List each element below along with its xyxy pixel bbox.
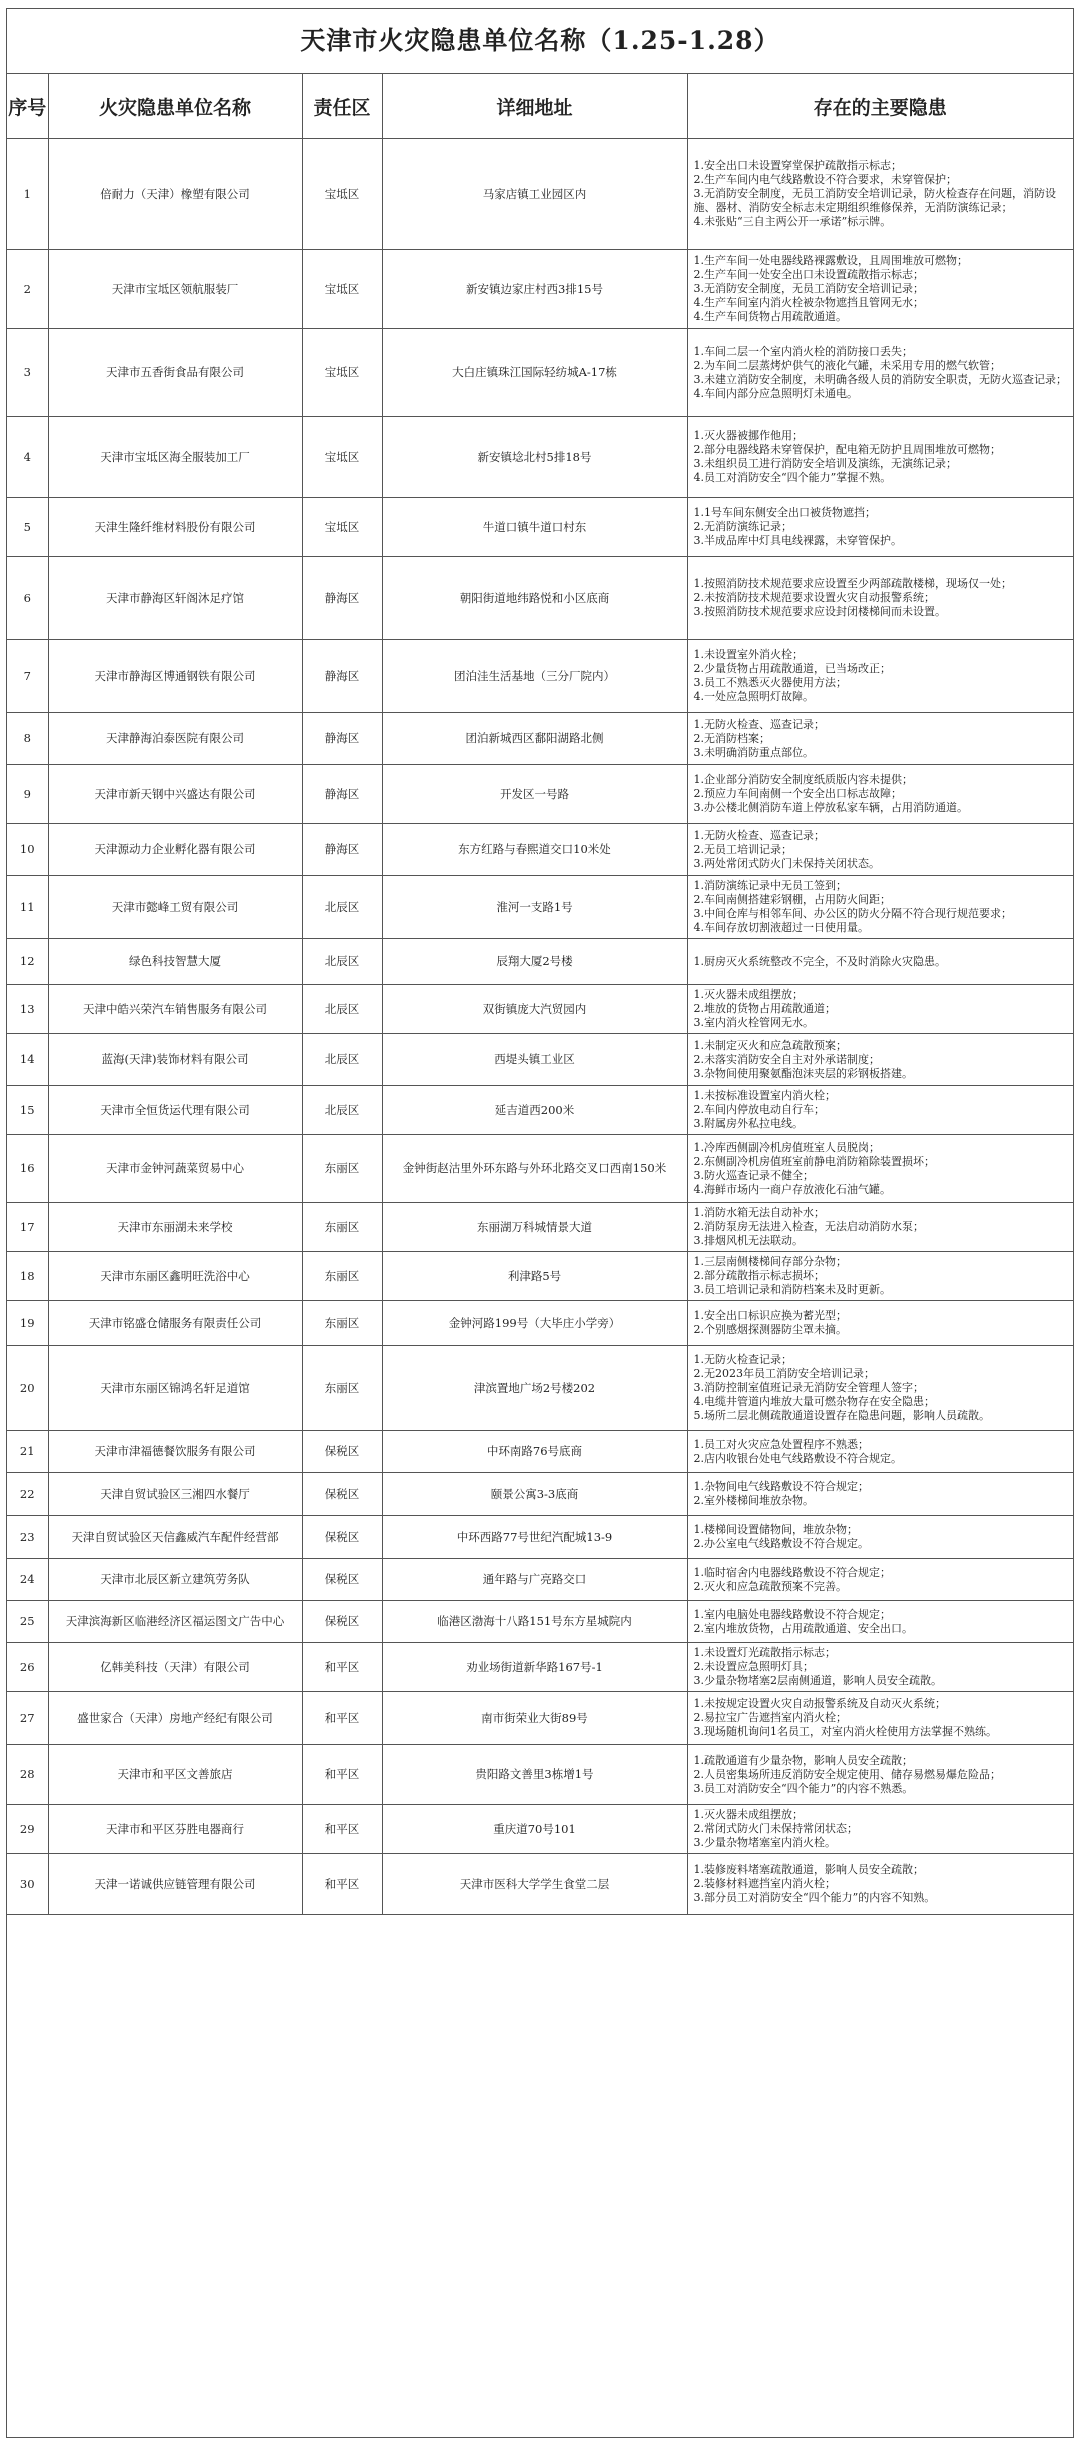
issues-cell [687, 1301, 1073, 1346]
district: 保税区 [302, 1431, 382, 1473]
address: 重庆道70号101 [382, 1805, 687, 1854]
unit-name: 天津市东丽区锦鸿名轩足道馆 [48, 1346, 302, 1431]
address: 中环南路76号底商 [382, 1431, 687, 1473]
table-row [7, 1516, 1073, 1559]
unit-name: 天津市和平区文善旅店 [48, 1745, 302, 1805]
row-number: 5 [7, 498, 48, 557]
district: 北辰区 [302, 985, 382, 1034]
row-number: 16 [7, 1135, 48, 1203]
header-district: 责任区 [302, 74, 382, 139]
header-issues: 存在的主要隐患 [687, 74, 1073, 139]
header-no: 序号 [7, 74, 48, 139]
district: 宝坻区 [302, 250, 382, 329]
address: 颐景公寓3-3底商 [382, 1473, 687, 1516]
issue-item: 3.未明确消防重点部位。 [693, 745, 814, 759]
row-number: 21 [7, 1431, 48, 1473]
issue-item: 3.员工培训记录和消防档案未及时更新。 [693, 1283, 891, 1296]
table-row [7, 1203, 1073, 1252]
issue-item: 1.装修废料堵塞疏散通道，影响人员安全疏散； [693, 1863, 924, 1876]
district: 宝坻区 [302, 498, 382, 557]
issues-cell [687, 1692, 1073, 1745]
page-title: 天津市火灾隐患单位名称（1.25-1.28） [7, 9, 1073, 74]
issue-item: 3.杂物间使用聚氨酯泡沫夹层的彩钢板搭建。 [693, 1066, 913, 1080]
unit-name: 盛世家合（天津）房地产经纪有限公司 [48, 1692, 302, 1745]
district: 东丽区 [302, 1301, 382, 1346]
issues-cell [687, 1431, 1073, 1473]
issues-cell [687, 939, 1073, 985]
row-number: 14 [7, 1034, 48, 1086]
issue-item: 1.无防火检查、巡查记录； [693, 717, 825, 731]
district: 和平区 [302, 1745, 382, 1805]
table-row [7, 1301, 1073, 1346]
issues-cell [687, 557, 1073, 640]
issue-item: 2.为车间二层蒸烤炉供气的液化气罐，未采用专用的燃气软管； [693, 358, 1001, 372]
district: 保税区 [302, 1601, 382, 1643]
district: 北辰区 [302, 876, 382, 939]
issue-item: 1.厨房灭火系统整改不完全，不及时消除火灾隐患。 [693, 954, 946, 968]
address: 马家店镇工业园区内 [382, 139, 687, 250]
unit-name: 绿色科技智慧大厦 [48, 939, 302, 985]
district: 东丽区 [302, 1346, 382, 1431]
district: 静海区 [302, 824, 382, 876]
district: 宝坻区 [302, 417, 382, 498]
address: 团泊新城西区鄱阳湖路北侧 [382, 713, 687, 765]
address: 大白庄镇珠江国际轻纺城A-17栋 [382, 329, 687, 417]
table-row [7, 1473, 1073, 1516]
issues-cell [687, 765, 1073, 824]
address: 贵阳路文善里3栋增1号 [382, 1745, 687, 1805]
issues-cell [687, 250, 1073, 329]
row-number: 27 [7, 1692, 48, 1745]
issue-item: 1.员工对火灾应急处置程序不熟悉； [693, 1437, 869, 1451]
unit-name: 天津市懿峰工贸有限公司 [48, 876, 302, 939]
table-row [7, 1086, 1073, 1135]
table-row [7, 329, 1073, 417]
address: 团泊洼生活基地（三分厂院内） [382, 640, 687, 713]
issue-item: 3.未组织员工进行消防安全培训及演练，无演练记录； [693, 457, 957, 470]
issue-item: 3.中间仓库与相邻车间、办公区的防火分隔不符合现行规范要求； [693, 907, 1012, 920]
issue-item: 3.两处常闭式防火门未保持关闭状态。 [693, 856, 880, 870]
issue-item: 3.部分员工对消防安全“四个能力”的内容不知熟。 [693, 1891, 936, 1904]
issues-cell [687, 1086, 1073, 1135]
row-number: 11 [7, 876, 48, 939]
district: 东丽区 [302, 1203, 382, 1252]
issue-item: 1.未设置室外消火栓； [693, 648, 803, 661]
issue-item: 2.室内堆放货物，占用疏散通道、安全出口。 [693, 1621, 913, 1635]
unit-name: 天津市宝坻区领航服装厂 [48, 250, 302, 329]
issue-item: 1.1号车间东侧安全出口被货物遮挡； [693, 506, 876, 519]
unit-name: 天津源动力企业孵化器有限公司 [48, 824, 302, 876]
table-row [7, 824, 1073, 876]
issue-item: 1.楼梯间设置储物间，堆放杂物； [693, 1523, 858, 1536]
unit-name: 天津市铭盛仓储服务有限责任公司 [48, 1301, 302, 1346]
unit-name: 天津市静海区博通钢铁有限公司 [48, 640, 302, 713]
issue-item: 3.无消防安全制度，无员工消防安全培训记录，防火检查存在问题，消防设施、器材、消防安全标志未定期组织维修保养，无消防演练记录； [693, 187, 1056, 214]
issue-item: 3.少量杂物堵塞室内消火栓。 [693, 1836, 836, 1849]
address: 新安镇边家庄村西3排15号 [382, 250, 687, 329]
issue-item: 4.车间存放切割液超过一日使用量。 [693, 921, 869, 934]
issue-item: 2.生产车间一处安全出口未设置疏散指示标志； [693, 268, 924, 281]
table-row [7, 985, 1073, 1034]
table-row [7, 1692, 1073, 1745]
table-row [7, 1431, 1073, 1473]
table-row [7, 1601, 1073, 1643]
row-number: 8 [7, 713, 48, 765]
table-row [7, 1745, 1073, 1805]
address: 双街镇庞大汽贸园内 [382, 985, 687, 1034]
issues-cell [687, 1034, 1073, 1086]
issue-item: 1.生产车间一处电器线路裸露敷设，且周围堆放可燃物； [693, 254, 968, 267]
issue-item: 1.室内电脑处电器线路敷设不符合规定； [693, 1607, 891, 1621]
issue-item: 3.消防控制室值班记录无消防安全管理人签字； [693, 1381, 924, 1394]
issue-item: 1.灭火器未成组摆放； [693, 1808, 803, 1821]
row-number: 1 [7, 139, 48, 250]
row-number: 26 [7, 1643, 48, 1692]
issue-item: 2.车间南侧搭建彩钢棚，占用防火间距； [693, 893, 891, 906]
address: 新安镇埝北村5排18号 [382, 417, 687, 498]
address: 延吉道西200米 [382, 1086, 687, 1135]
issue-item: 2.未落实消防安全自主对外承诺制度； [693, 1052, 880, 1066]
issue-item: 2.灭火和应急疏散预案不完善。 [693, 1579, 847, 1593]
unit-name: 天津一诺诚供应链管理有限公司 [48, 1854, 302, 1915]
issues-cell [687, 1805, 1073, 1854]
row-number: 7 [7, 640, 48, 713]
district: 东丽区 [302, 1135, 382, 1203]
issue-item: 1.疏散通道有少量杂物，影响人员安全疏散； [693, 1753, 913, 1767]
row-number: 12 [7, 939, 48, 985]
issues-cell [687, 713, 1073, 765]
row-number: 19 [7, 1301, 48, 1346]
table-row [7, 939, 1073, 985]
header-address: 详细地址 [382, 74, 687, 139]
issue-item: 3.附属房外私拉电线。 [693, 1117, 803, 1130]
district: 静海区 [302, 640, 382, 713]
row-number: 4 [7, 417, 48, 498]
issue-item: 2.部分电器线路未穿管保护，配电箱无防护且周围堆放可燃物； [693, 443, 1001, 456]
row-number: 6 [7, 557, 48, 640]
row-number: 25 [7, 1601, 48, 1643]
issue-item: 3.按照消防技术规范要求应设封闭楼梯间而未设置。 [693, 605, 946, 618]
issues-cell [687, 417, 1073, 498]
address: 东丽湖万科城情景大道 [382, 1203, 687, 1252]
row-number: 9 [7, 765, 48, 824]
district: 保税区 [302, 1473, 382, 1516]
unit-name: 蓝海(天津)装饰材料有限公司 [48, 1034, 302, 1086]
table-row [7, 1034, 1073, 1086]
row-number: 28 [7, 1745, 48, 1805]
issue-item: 4.电缆井管道内堆放大量可燃杂物存在安全隐患； [693, 1395, 935, 1408]
table-row [7, 1559, 1073, 1601]
issue-item: 1.车间二层一个室内消火栓的消防接口丢失； [693, 344, 913, 358]
issue-item: 1.灭火器被挪作他用； [693, 429, 803, 442]
issue-item: 3.员工不熟悉灭火器使用方法； [693, 676, 847, 689]
issue-item: 2.部分疏散指示标志损坏； [693, 1269, 825, 1282]
row-number: 22 [7, 1473, 48, 1516]
address: 津滨置地广场2号楼202 [382, 1346, 687, 1431]
issue-item: 1.杂物间电气线路敷设不符合规定； [693, 1480, 869, 1493]
issues-cell [687, 1516, 1073, 1559]
issue-item: 3.未建立消防安全制度，未明确各级人员的消防安全职责，无防火巡查记录； [693, 372, 1067, 386]
row-number: 30 [7, 1854, 48, 1915]
issue-item: 3.防火巡查记录不健全； [693, 1168, 814, 1182]
unit-name: 天津市新天钢中兴盛达有限公司 [48, 765, 302, 824]
issues-cell [687, 824, 1073, 876]
issue-item: 2.店内收银台处电气线路敷设不符合规定。 [693, 1451, 902, 1465]
issue-item: 1.冷库西侧副冷机房值班室人员脱岗； [693, 1140, 880, 1154]
table-row [7, 1854, 1073, 1915]
issue-item: 4.车间内部分应急照明灯未通电。 [693, 386, 858, 400]
address: 牛道口镇牛道口村东 [382, 498, 687, 557]
table-row [7, 417, 1073, 498]
district: 宝坻区 [302, 329, 382, 417]
unit-name: 天津市津福德餐饮服务有限公司 [48, 1431, 302, 1473]
issue-item: 2.无消防档案； [693, 731, 770, 745]
issue-item: 2.无员工培训记录； [693, 842, 792, 856]
table-row [7, 640, 1073, 713]
table-row [7, 1643, 1073, 1692]
issue-item: 2.东侧副冷机房值班室前静电消防箱除装置损坏； [693, 1154, 935, 1168]
table-row [7, 250, 1073, 329]
unit-name: 天津自贸试验区天信鑫威汽车配件经营部 [48, 1516, 302, 1559]
district: 北辰区 [302, 939, 382, 985]
district: 保税区 [302, 1516, 382, 1559]
issue-item: 3.办公楼北侧消防车道上停放私家车辆，占用消防通道。 [693, 801, 968, 814]
issues-cell [687, 985, 1073, 1034]
issue-item: 2.未设置应急照明灯具； [693, 1660, 814, 1673]
row-number: 18 [7, 1252, 48, 1301]
issue-item: 3.现场随机询问1名员工，对室内消火栓使用方法掌握不熟练。 [693, 1725, 997, 1738]
issue-item: 1.消防水箱无法自动补水； [693, 1206, 825, 1219]
issues-cell [687, 876, 1073, 939]
issues-cell [687, 1252, 1073, 1301]
issue-item: 1.安全出口标识应换为蓄光型； [693, 1309, 847, 1322]
issue-item: 3.员工对消防安全“四个能力”的内容不熟悉。 [693, 1781, 914, 1795]
issue-item: 5.场所二层北侧疏散通道设置存在隐患问题，影响人员疏散。 [693, 1409, 990, 1422]
district: 和平区 [302, 1692, 382, 1745]
table-row [7, 1805, 1073, 1854]
unit-name: 倍耐力（天津）橡塑有限公司 [48, 139, 302, 250]
issue-item: 2.无消防演练记录； [693, 520, 792, 533]
issues-cell [687, 1203, 1073, 1252]
district: 宝坻区 [302, 139, 382, 250]
issue-item: 3.排烟风机无法联动。 [693, 1234, 803, 1247]
unit-name: 天津静海泊泰医院有限公司 [48, 713, 302, 765]
header-row [7, 74, 1073, 139]
unit-name: 天津市五香街食品有限公司 [48, 329, 302, 417]
issues-cell [687, 1745, 1073, 1805]
unit-name: 天津市金钟河蔬菜贸易中心 [48, 1135, 302, 1203]
unit-name: 天津滨海新区临港经济区福运图文广告中心 [48, 1601, 302, 1643]
unit-name: 天津中皓兴荣汽车销售服务有限公司 [48, 985, 302, 1034]
issue-item: 2.未按消防技术规范要求设置火灾自动报警系统； [693, 591, 935, 604]
issue-item: 3.室内消火栓管网无水。 [693, 1016, 814, 1029]
issue-item: 3.少量杂物堵塞2层南侧通道，影响人员安全疏散。 [693, 1674, 942, 1687]
address: 中环西路77号世纪汽配城13-9 [382, 1516, 687, 1559]
address: 淮河一支路1号 [382, 876, 687, 939]
unit-name: 天津市全恒货运代理有限公司 [48, 1086, 302, 1135]
address: 东方红路与春熙道交口10米处 [382, 824, 687, 876]
address: 天津市医科大学学生食堂二层 [382, 1854, 687, 1915]
district: 北辰区 [302, 1034, 382, 1086]
table-row [7, 1135, 1073, 1203]
row-number: 10 [7, 824, 48, 876]
unit-name: 天津市和平区芬胜电器商行 [48, 1805, 302, 1854]
issue-item: 4.海鲜市场内一商户存放液化石油气罐。 [693, 1182, 891, 1196]
unit-name: 天津市宝坻区海全服装加工厂 [48, 417, 302, 498]
row-number: 29 [7, 1805, 48, 1854]
unit-name: 天津生隆纤维材料股份有限公司 [48, 498, 302, 557]
address: 临港区渤海十八路151号东方星城院内 [382, 1601, 687, 1643]
district: 和平区 [302, 1854, 382, 1915]
issue-item: 2.消防泵房无法进入检查，无法启动消防水泵； [693, 1220, 924, 1233]
issue-item: 2.易拉宝广告遮挡室内消火栓； [693, 1711, 847, 1724]
issue-item: 1.灭火器未成组摆放； [693, 988, 803, 1001]
address: 辰翔大厦2号楼 [382, 939, 687, 985]
issue-item: 3.半成品库中灯具电线裸露，未穿管保护。 [693, 534, 902, 547]
row-number: 2 [7, 250, 48, 329]
issues-cell [687, 1135, 1073, 1203]
issue-item: 4.未张贴“三自主两公开一承诺”标示牌。 [693, 215, 892, 228]
issue-item: 4.生产车间货物占用疏散通道。 [693, 310, 847, 323]
address: 金钟街赵沽里外环东路与外环北路交叉口西南150米 [382, 1135, 687, 1203]
row-number: 17 [7, 1203, 48, 1252]
district: 静海区 [302, 557, 382, 640]
issue-item: 4.生产车间室内消火栓被杂物遮挡且管网无水； [693, 296, 924, 309]
district: 东丽区 [302, 1252, 382, 1301]
issues-cell [687, 329, 1073, 417]
unit-name: 天津市静海区轩阁沐足疗馆 [48, 557, 302, 640]
district: 和平区 [302, 1643, 382, 1692]
issue-item: 1.按照消防技术规范要求应设置至少两部疏散楼梯，现场仅一处； [693, 577, 1012, 590]
unit-name: 天津市东丽湖未来学校 [48, 1203, 302, 1252]
unit-name: 天津市北辰区新立建筑劳务队 [48, 1559, 302, 1601]
notice-sheet [6, 8, 1074, 2438]
issue-item: 1.安全出口未设置穿堂保护疏散指示标志； [693, 159, 902, 172]
table-row [7, 557, 1073, 640]
issues-cell [687, 1643, 1073, 1692]
issue-item: 2.装修材料遮挡室内消火栓； [693, 1877, 836, 1890]
issue-item: 3.无消防安全制度，无员工消防安全培训记录； [693, 282, 924, 295]
issue-item: 2.少量货物占用疏散通道，已当场改正； [693, 662, 891, 675]
unit-name: 天津市东丽区鑫明旺洗浴中心 [48, 1252, 302, 1301]
issue-item: 2.个别感烟探测器防尘罩未摘。 [693, 1323, 847, 1336]
issues-cell [687, 1854, 1073, 1915]
issue-item: 1.未制定灭火和应急疏散预案； [693, 1038, 847, 1052]
address: 西堤头镇工业区 [382, 1034, 687, 1086]
issue-item: 1.未按标准设置室内消火栓； [693, 1089, 836, 1102]
row-number: 24 [7, 1559, 48, 1601]
issue-item: 1.临时宿舍内电器线路敷设不符合规定； [693, 1565, 891, 1579]
issue-item: 1.企业部分消防安全制度纸质版内容未提供； [693, 773, 913, 786]
table-row [7, 713, 1073, 765]
issue-item: 1.未按规定设置火灾自动报警系统及自动灭火系统； [693, 1697, 946, 1710]
issue-item: 2.室外楼梯间堆放杂物。 [693, 1494, 814, 1507]
issue-item: 1.三层南侧楼梯间存部分杂物； [693, 1255, 847, 1268]
issue-item: 4.员工对消防安全“四个能力”掌握不熟。 [693, 471, 892, 484]
issue-item: 2.人员密集场所违反消防安全规定使用、储存易燃易爆危险品； [693, 1767, 1001, 1781]
header-unit-name: 火灾隐患单位名称 [48, 74, 302, 139]
table-row [7, 765, 1073, 824]
address: 南市街荣业大街89号 [382, 1692, 687, 1745]
issue-item: 2.办公室电气线路敷设不符合规定。 [693, 1537, 869, 1550]
issues-cell [687, 1601, 1073, 1643]
address: 通年路与广亮路交口 [382, 1559, 687, 1601]
address: 劝业场街道新华路167号-1 [382, 1643, 687, 1692]
row-number: 15 [7, 1086, 48, 1135]
issues-cell [687, 139, 1073, 250]
table-row [7, 139, 1073, 250]
address: 利津路5号 [382, 1252, 687, 1301]
table-row [7, 876, 1073, 939]
district: 北辰区 [302, 1086, 382, 1135]
issues-cell [687, 1473, 1073, 1516]
issues-cell [687, 640, 1073, 713]
row-number: 20 [7, 1346, 48, 1431]
issue-item: 1.无防火检查记录； [693, 1353, 792, 1366]
address: 朝阳街道地纬路悦和小区底商 [382, 557, 687, 640]
issue-item: 1.未设置灯光疏散指示标志； [693, 1646, 836, 1659]
hazard-table [7, 74, 1073, 1915]
table-row [7, 498, 1073, 557]
row-number: 23 [7, 1516, 48, 1559]
address: 金钟河路199号（大毕庄小学旁） [382, 1301, 687, 1346]
issue-item: 2.常闭式防火门未保持常闭状态； [693, 1822, 858, 1835]
unit-name: 天津自贸试验区三湘四水餐厅 [48, 1473, 302, 1516]
row-number: 3 [7, 329, 48, 417]
district: 保税区 [302, 1559, 382, 1601]
issue-item: 2.车间内停放电动自行车； [693, 1103, 825, 1116]
row-number: 13 [7, 985, 48, 1034]
issues-cell [687, 1559, 1073, 1601]
issue-item: 2.无2023年员工消防安全培训记录； [693, 1367, 875, 1380]
issues-cell [687, 1346, 1073, 1431]
district: 静海区 [302, 765, 382, 824]
issue-item: 1.无防火检查、巡查记录； [693, 828, 825, 842]
issue-item: 2.堆放的货物占用疏散通道； [693, 1002, 836, 1015]
issue-item: 2.生产车间内电气线路敷设不符合要求，未穿管保护； [693, 173, 957, 186]
issue-item: 2.预应力车间南侧一个安全出口标志故障； [693, 787, 902, 800]
issue-item: 4.一处应急照明灯故障。 [693, 690, 814, 703]
table-row [7, 1252, 1073, 1301]
district: 静海区 [302, 713, 382, 765]
unit-name: 亿韩美科技（天津）有限公司 [48, 1643, 302, 1692]
address: 开发区一号路 [382, 765, 687, 824]
table-row [7, 1346, 1073, 1431]
issue-item: 1.消防演练记录中无员工签到； [693, 879, 847, 892]
district: 和平区 [302, 1805, 382, 1854]
issues-cell [687, 498, 1073, 557]
